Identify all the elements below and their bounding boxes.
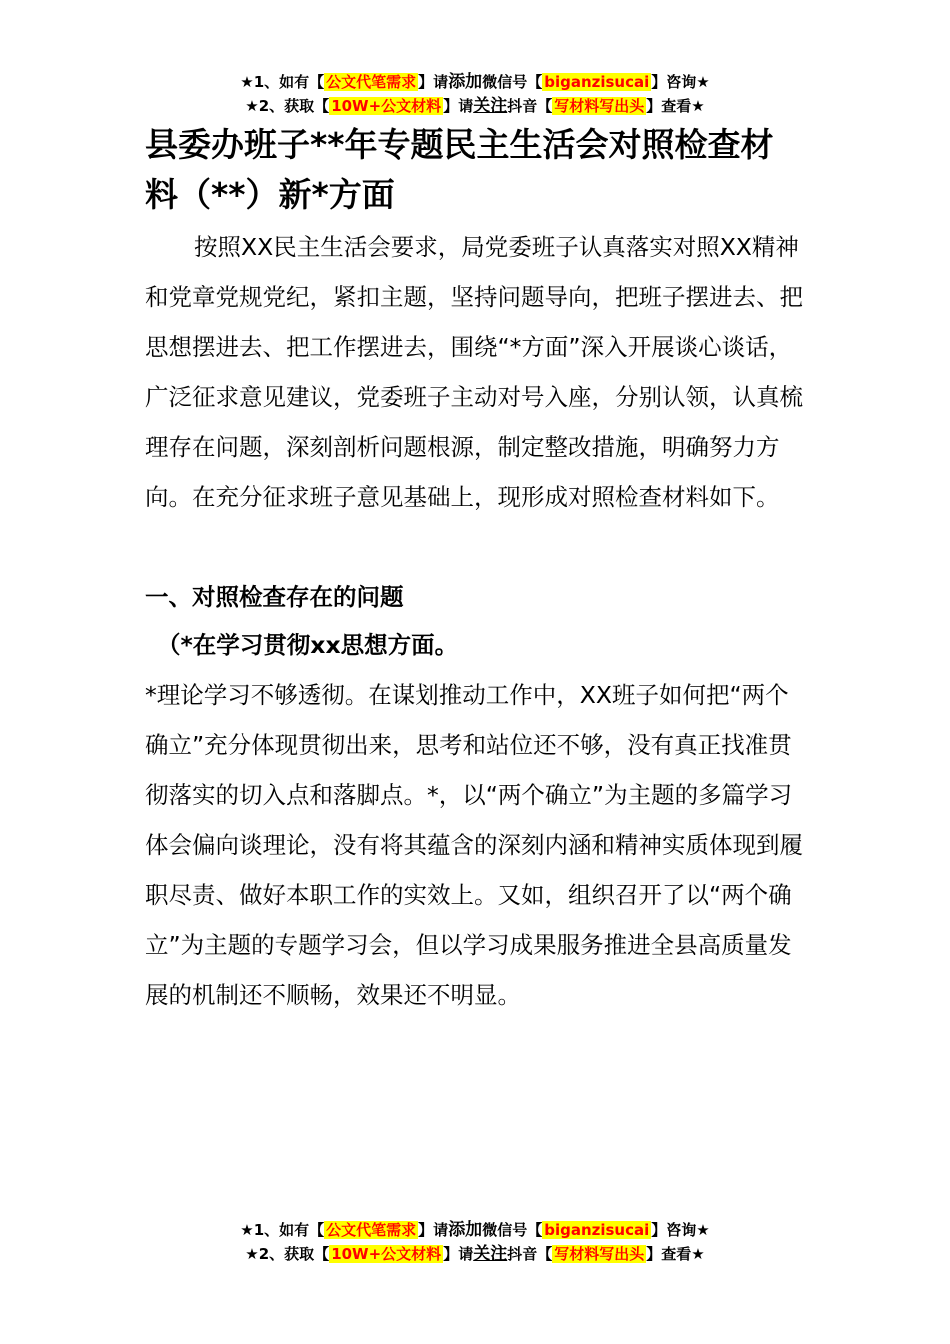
banner-highlight: 10W+公文材料 (331, 97, 442, 115)
document-title: 县委办班子**年专题民主生活会对照检查材料（**）新*方面 (145, 125, 774, 214)
banner-emphasis: 关注 (473, 96, 508, 116)
banner-text: 】查看★ (646, 1245, 705, 1263)
banner-text: 抖音【 (507, 1245, 553, 1263)
banner-text: 】请 (443, 1245, 474, 1263)
banner-douyin-id: 写材料写出头 (554, 1245, 645, 1263)
banner-line-1 (0, 70, 950, 94)
banner-text: 】请 (418, 73, 449, 91)
header-banner (0, 70, 950, 118)
intro-paragraph: 按照XX民主生活会要求，局党委班子认真落实对照XX精神和党章党规党纪，紧扣主题，坚持问题导向，把班子摆进去、把思想摆进去、把工作摆进去，围绕“*方面”深入开展谈心谈话，广泛征求意见建议，党委班子主动对号入座，分别认领，认真梳理存在问题，深刻剖析问题根源，制定整改措施，明确努力方向。在充分征求班子意见基础上，现形成对照检查材料如下。 (145, 233, 803, 511)
banner-highlight: 公文代笔需求 (326, 73, 417, 91)
banner-text: 抖音【 (507, 97, 553, 115)
banner-text: ★2、获取【 (245, 97, 330, 115)
banner-text: ★2、获取【 (245, 1245, 330, 1263)
banner-text: 微信号【 (482, 1221, 543, 1239)
banner-text: 】咨询★ (651, 1221, 710, 1239)
banner-text: ★1、如有【 (240, 1221, 325, 1239)
banner-emphasis: 添加 (448, 72, 483, 92)
banner-line-1 (0, 1218, 950, 1242)
subsection-heading: （*在学习贯彻xx思想方面。 (157, 631, 459, 659)
banner-wechat-id: biganzisucai (544, 1221, 650, 1239)
banner-wechat-id: biganzisucai (544, 73, 650, 91)
banner-emphasis: 添加 (448, 1220, 483, 1240)
banner-emphasis: 关注 (473, 1244, 508, 1264)
footer-banner (0, 1218, 950, 1266)
banner-highlight: 公文代笔需求 (326, 1221, 417, 1239)
banner-text: 】请 (418, 1221, 449, 1239)
banner-text: 微信号【 (482, 73, 543, 91)
banner-line-2 (0, 94, 950, 118)
banner-text: 】咨询★ (651, 73, 710, 91)
banner-text: ★1、如有【 (240, 73, 325, 91)
banner-text: 】查看★ (646, 97, 705, 115)
banner-line-2 (0, 1242, 950, 1266)
banner-text: 】请 (443, 97, 474, 115)
body-paragraph: *理论学习不够透彻。在谋划推动工作中，XX班子如何把“两个确立”充分体现贯彻出来，思考和站位还不够，没有真正找准贯彻落实的切入点和落脚点。*，以“两个确立”为主题的多篇学习体会偏向谈理论，没有将其蕴含的深刻内涵和精神实质体现到履职尽责、做好本职工作的实效上。又如，组织召开了以“两个确立”为主题的专题学习会，但以学习成果服务推进全县高质量发展的机制还不顺畅，效果还不明显。 (145, 681, 803, 1009)
section-heading: 一、对照检查存在的问题 (145, 583, 404, 611)
banner-highlight: 10W+公文材料 (331, 1245, 442, 1263)
banner-douyin-id: 写材料写出头 (554, 97, 645, 115)
